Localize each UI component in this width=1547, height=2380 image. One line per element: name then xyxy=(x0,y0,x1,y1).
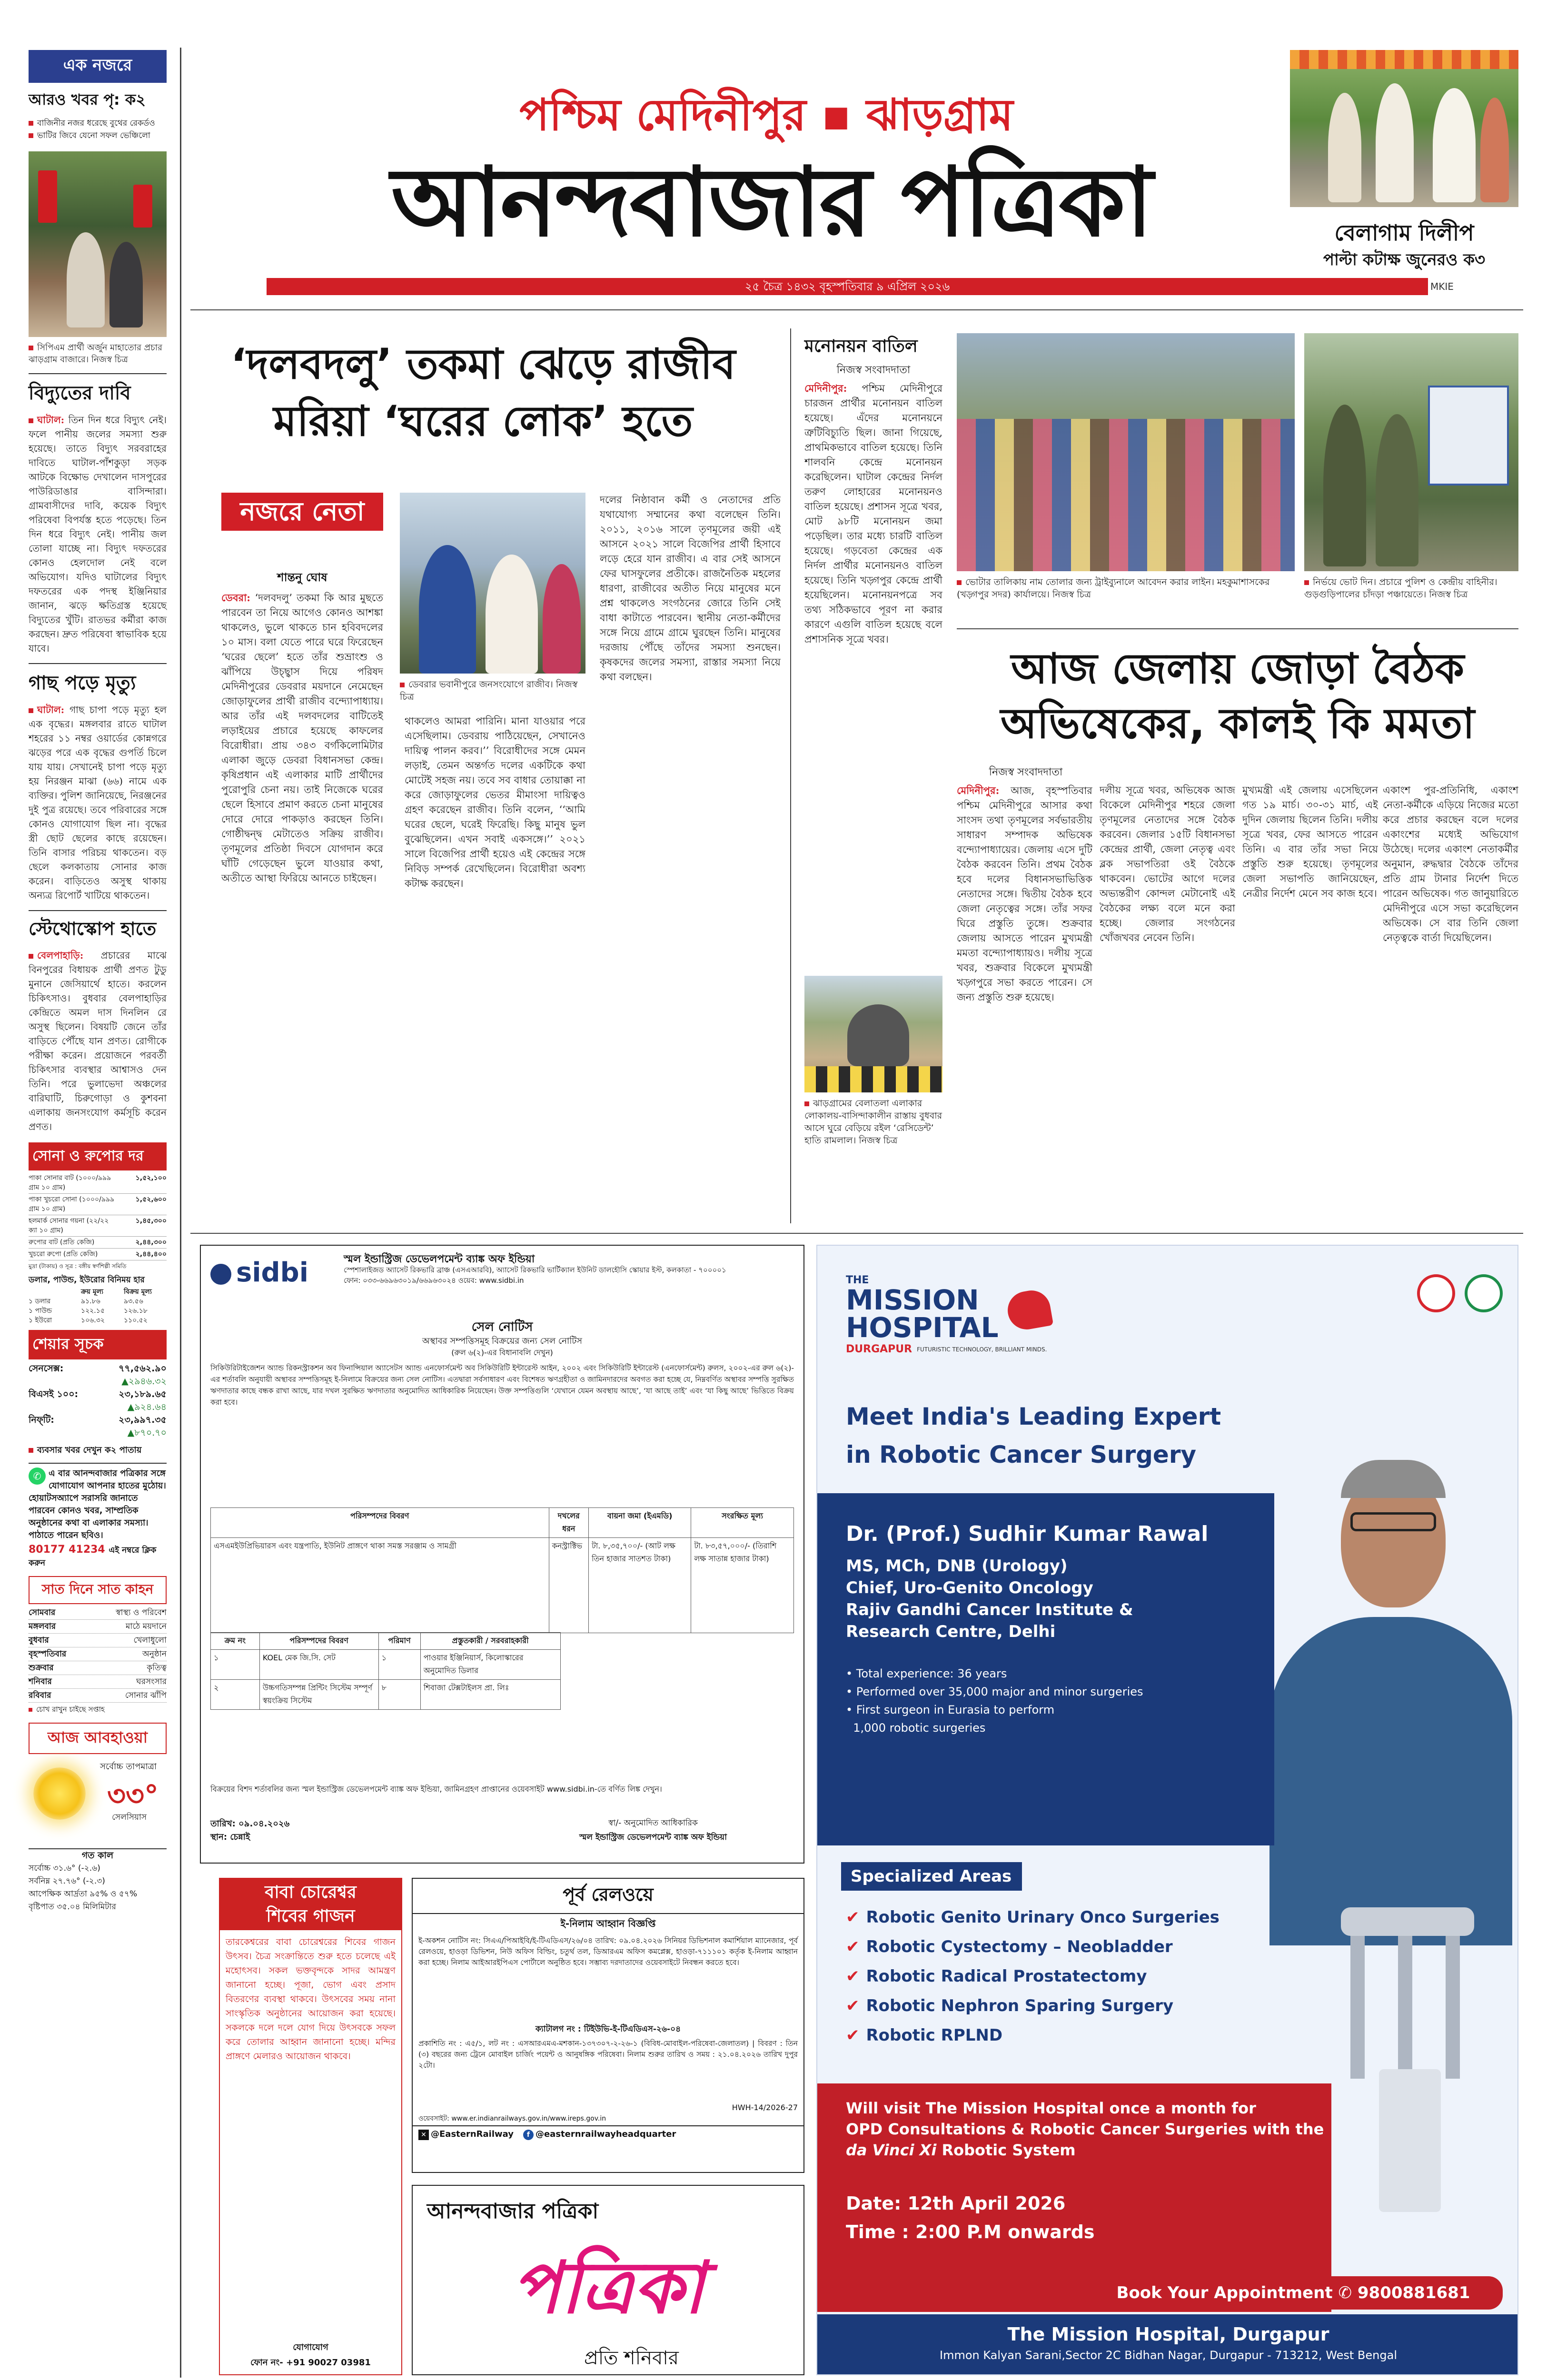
stock-label: নিফ্‌টি: xyxy=(29,1415,54,1425)
patrika-brand: আনন্দবাজার পত্রিকা xyxy=(427,2199,599,2223)
week-row xyxy=(29,1634,167,1647)
gold-rate-table xyxy=(29,1172,167,1271)
second-col-3: মুখ্যমন্ত্রী এই জেলায় এসেছিলেন গত ১৯ মার্চ। ৩০-৩১ মার্চ, এই দুদিন জেলায় ছিলেন তিনি। দলীয় সূত্রে খবর, ফের আসতে পারেন তিনি। এ বার তাঁর সভা নিয়ে প্রস্তুতি শুরু হয়েছে। তৃণমূলের জেলা সভাপতি জানিয়েছেন, নেত্রীর নির্দেশ মেনে সব কাজ হবে। xyxy=(1242,784,1378,899)
gold-row xyxy=(29,1215,167,1237)
second-col-1: মেদিনীপুর: আজ, বৃহস্পতিবার পশ্চিম মেদিনীপুরে আসার কথা সাংসদ তথা তৃণমূলের সর্বভারতীয় সাধারণ সম্পাদক অভিষেক বন্দ্যোপাধ্যায়ের। জেলায় এসে দুটি বৈঠক করবেন তিনি। প্রথম বৈঠক হবে দলের বিধানসভাভিত্তিক নেতাদের সঙ্গে। দ্বিতীয় বৈঠক হবে জেলা নেতৃত্বের সঙ্গে। তাঁর সফর ঘিরে প্রস্তুতি তুঙ্গে। শুক্রবার জেলায় আসতে পারেন মুখ্যমন্ত্রী মমতা বন্দ্যোপাধ্যায়ও। দলীয় সূত্রে খবর, শুক্রবার বিকেলে মুখ্যমন্ত্রী খড়্গপুরে সভা করতে পারেন। সে জন্য প্রস্তুতি শুরু হয়েছে। xyxy=(957,784,1092,1003)
edition-label: পশ্চিম মেদিনীপুর ▪ ঝাড়গ্রাম xyxy=(519,89,1013,140)
person-shape xyxy=(486,555,538,674)
sidbi-place: স্থান: চেন্নাই xyxy=(210,1832,250,1842)
electricity-body: ঘাটাল: তিন দিন ধরে বিদ্যুৎ নেই। ফলে পানীয় জলের সমস্যা শুরু হয়েছে। তাতে বিদ্যুৎ সরবরাহের দাবিতে ঘাটাল-পাঁশকুড়া সড়ক আটকে বিক্ষোভ দেখালেন দাসপুরের পাউরিডাঙার বাসিন্দারা। গ্রামবাসীদের দাবি, কয়েক বিদ্যুৎ পরিষেবা বিপর্যস্ত হতে পড়েছে। তিন দিন ধরে বিদ্যুৎ নেই। পানীয় জল তোলা যাচ্ছে না। বিদ্যুৎ দফতরের কোনও হেলদোল নেই বলে অভিযোগ। যদিও ঘাটালের বিদ্যুৎ দফতরের এক পদস্থ ইঞ্জিনিয়ার জানান, ঝড়ে ক্ষতিগ্রস্ত হয়েছে বিদ্যুতের খুঁটি। রাতভর কর্মীরা কাজ করছেন। দ্রুত পরিষেবা স্বাভাবিক হয়ে যাবে। xyxy=(29,414,167,654)
logo-location: DURGAPUR xyxy=(846,1343,912,1355)
stock-table xyxy=(29,1362,167,1439)
sidbi-notice-body: সিকিউরিটাইজেশন অ্যান্ড রিকনস্ট্রাকশন অব ফিনান্সিয়াল অ্যাসেটস অ্যান্ড এনফোর্সমেন্ট অব সিকিউরিটি ইন্টারেস্ট আইন, ২০০২ এবং সিকিউরিটি ইন্টারেস্ট (এনফোর্সমেন্ট) রুলস, ২০০২-এর রুল ৬(২)-এর শর্তাবলি অনুযায়ী অস্থাবর সম্পত্তিসমূহ ই-নিলামে বিক্রয়ের জন্য সেল নোটিস। এতদ্বারা সর্বসাধারণ এবং বিশেষত ঋণগ্রহীতা ও জামিনদারদের অবগত করা হচ্ছে যে, নিম্নবর্ণিত অস্থাবর সম্পত্তি সুরক্ষিত ঋণদাতার কাছে বন্ধক রাখা আছে, যার দখল সুরক্ষিত ঋণদাতার অনুমোদিত আধিকারিক নিয়েছেন। উক্ত সম্পত্তিগুলি ‘যেখানে যেমন অবস্থায় আছে’, ‘যা আছে তাই’ এবং ‘যা কিছু আছে’ ভিত্তিতে বিক্রয় করা হবে। xyxy=(210,1364,794,1407)
railway-catalog: ক্যাটালগ নং : টিইউভি-ই-টিএডিএস-২৬-০৪ xyxy=(535,2024,681,2034)
weather-past-row: সর্বনিম্ন ২৭.৭৬° (-২.৩) xyxy=(29,1876,105,1886)
person-shape xyxy=(109,242,143,327)
doctor-qual: Rajiv Gandhi Cancer Institute & xyxy=(846,1600,1133,1619)
forex-row xyxy=(29,1297,167,1306)
doctor-qual: Research Centre, Delhi xyxy=(846,1622,1056,1641)
lead-byline: শান্তনু ঘোষ xyxy=(277,571,327,584)
railway-web[interactable]: ওয়েবসাইট: www.er.indianrailways.gov.in/www.ireps.gov.in xyxy=(418,2115,606,2122)
visit-date: Date: 12th April 2026 xyxy=(846,2193,1066,2214)
weather-past xyxy=(29,1848,167,1914)
robot-arm xyxy=(1350,1936,1365,2079)
forex-buy: ১২২.১৫ xyxy=(81,1307,105,1315)
weather-heading: আজ আবহাওয়া xyxy=(29,1723,167,1754)
patrika-every: প্রতি শনিবার xyxy=(584,2347,679,2369)
item-col: পরিসম্পদের বিবরণ xyxy=(259,1633,378,1650)
mission-hospital-ad xyxy=(816,1245,1518,2375)
sidbi-item-row xyxy=(211,1680,561,1710)
sidbi-org-address: স্পেশালাইজড অ্যাসেট রিকভারি ব্রাঞ্চ (এসএআরবি), অ্যাসেট রিকভারি ভার্টিক্যাল ইউনিট ডালহৌসি স্কোয়ার ইস্ট, কলকাতা - ৭০০০০১ xyxy=(344,1266,726,1274)
doctor-qual: MS, MCh, DNB (Urology) xyxy=(846,1557,1068,1576)
person-shape xyxy=(1376,83,1414,202)
stock-value: ৭৭,৫৬২.৯০ xyxy=(119,1363,167,1374)
railway-lot: প্রকাশিতি নং : এ৫/১, লট নং : এসআরএমএ-মশকান-১৩৭৩০৭-২-২৬-১ (বিবিধ-মোবাইল-পরিষেবা-জেলাতল) | বিবরণ : তিন (৩) বছরের জন্য ট্রেনে মোবাইল চার্জিং পয়েন্ট ও আনুষঙ্গিক পরিষেবা। নিলাম শুরুর তারিখ ও সময় : ২১.০৪.২০২৬ তারিখ দুপুর ২টো। xyxy=(418,2039,798,2070)
stock-row xyxy=(29,1388,167,1401)
sidbi-footer-note: বিক্রয়ের বিশদ শর্তাবলির জন্য স্মল ইন্ডাস্ট্রিজ ডেভেলপমেন্ট ব্যাঙ্ক অফ ইন্ডিয়া, জামিনগ্রহণ প্রাপ্তানের ওয়েবসাইট www.sidbi.in-তে বর্ণিত লিঙ্ক দেখুন। xyxy=(210,1785,662,1794)
newspaper-title: আনন্দবাজার পত্রিকা xyxy=(391,146,1151,258)
week-note: চোখ রাখুন চাইছে সপ্তাহ xyxy=(29,1703,167,1716)
banner-shape xyxy=(1428,386,1509,486)
business-ref[interactable]: ব্যবসার খবর দেখুন ক২ পাতায় xyxy=(29,1443,167,1458)
logo-tagline: FUTURISTIC TECHNOLOGY, BRILLIANT MINDS. xyxy=(917,1346,1047,1353)
stock-change: ▲৯২৪.৬৪ xyxy=(127,1402,167,1412)
doctor-bullet: • Performed over 35,000 major and minor surgeries xyxy=(846,1685,1143,1698)
railway-social xyxy=(413,2125,803,2143)
visit-time: Time : 2:00 P.M onwards xyxy=(846,2221,1095,2242)
week-row xyxy=(29,1647,167,1661)
item-cell: ১ xyxy=(211,1650,260,1680)
rajib-photo-caption: ডেবরার ভবানীপুরে জনসংযোগে রাজীব। নিজস্ব চিত্র xyxy=(400,679,578,702)
person-shape xyxy=(1376,414,1418,566)
person-shape xyxy=(419,545,476,674)
visit-line: OPD Consultations & Robotic Cancer Surgeries with the xyxy=(846,2120,1324,2138)
item-cell: উচ্চগতিসম্পন্ন প্রিন্টিং সিস্টেম সম্পূর্ণ স্বয়ংক্রিয় সিস্টেম xyxy=(259,1680,378,1710)
asset-col: বায়না জমা (ইএমডি) xyxy=(589,1508,691,1538)
sidbi-ad xyxy=(200,1245,804,1864)
week-day: বুধবার xyxy=(29,1636,49,1645)
week-day: বৃহস্পতিবার xyxy=(29,1649,67,1659)
elephant-caption: ঝাড়গ্রামের বেলাতলা এলাকার লোকালয়-বাসিন্দাকালীন রাস্তায় বুধবার আসে ঘুরে বেড়িয়ে রইল ‘রেসিডেন্ট’ হাতি রামলাল। নিজস্ব চিত্র xyxy=(804,1098,942,1146)
item-cell: ৮ xyxy=(378,1680,420,1710)
robot-arm xyxy=(1446,1936,1460,2079)
footer-address: Immon Kalyan Sarani,Sector 2C Bidhan Nagar, Durgapur - 713212, West Bengal xyxy=(940,2349,1397,2362)
sidbi-notice-sub2: (রুল ৬(২)-এর বিধানাবলি দেখুন) xyxy=(451,1348,553,1357)
week-row xyxy=(29,1620,167,1634)
cpim-rally-photo xyxy=(29,151,167,337)
masthead-divider xyxy=(190,309,1523,310)
doctor-info-panel xyxy=(817,1493,1274,1845)
lead-col-2: থাকলেও আমরা পারিনি। মানা যাওয়ার পরে এসেছিলাম। ডেবরায় পাঠিয়েছেন, সেখানেও দায়িত্ব পালন করব।’’ বিরোধীদের সঙ্গে মেমন লড়াই, তেমন অন্তর্গত দলের একটিকে কথা মোটেই সহজ নয়। তবে সব বাধার তোয়াক্কা না করে জোড়াফুলের ভেতর মীমাংসা দায়িত্বও গ্রহণ করেছেন রাজীব। তিনি বলেন, ‘‘আমি ঘরের ছেলে, ঘরেই ফিরেছি। কিছু মানুষ ভুল বুঝেছিলেন। এখন সবাই একসঙ্গে।’’ ২০২১ সালে বিজেপির প্রার্থী হয়েও এই কেন্দ্রের সঙ্গে নিবিড় সম্পর্ক রেখেছিলেন। বিরোধীরা অবশ্য কটাক্ষ করছেন। xyxy=(405,715,585,889)
sidbi-item-table xyxy=(210,1632,561,1710)
doctor-bullets xyxy=(846,1665,1143,1737)
second-headline-2: অভিষেকের, কালই কি মমতা xyxy=(1001,699,1475,748)
caption-icon xyxy=(804,1101,809,1106)
check-icon: ✔ xyxy=(846,2026,860,2045)
nomination-kicker: মনোনয়ন বাতিল xyxy=(804,337,918,356)
gold-label: পাকা সোনার বাট (১০০০/৯৯৯ গ্রাম ১০ গ্রাম) xyxy=(29,1174,111,1191)
ek-nojore-bullets xyxy=(29,117,167,142)
robot-image xyxy=(1322,1879,1493,2212)
left-col-divider xyxy=(180,48,181,2378)
week-row xyxy=(29,1661,167,1675)
week-topic: অনুষ্ঠান xyxy=(142,1649,167,1659)
week-heading: সাত দিনে সাত কাহন xyxy=(29,1576,167,1604)
area-item: ✔ Robotic Radical Prostatectomy xyxy=(846,1967,1147,1986)
bullet-text: ভাটির জিবে যেনো সফল ভেঞ্চিলো xyxy=(37,131,150,140)
caption-icon xyxy=(957,580,962,585)
patrika-title: পত্রিকা xyxy=(512,2246,704,2330)
sidbi-org-contact[interactable]: ফোন: ০৩৩-৬৬৯৬৩০১৯/৬৬৯৬৩০২৪ ওয়েব: www.sidbi.in xyxy=(344,1276,524,1285)
bullet-icon xyxy=(29,133,33,138)
item-col: ক্রম নং xyxy=(211,1633,260,1650)
baba-head xyxy=(220,1879,401,1930)
asset-cell: এসএমইউপ্রিভিয়ারস এবং যন্ত্রপাতি, ইউনিট প্রাঙ্গণে থাকা সমস্ত সরঞ্জাম ও সামগ্রী xyxy=(211,1538,549,1633)
sidbi-logo: sidbi xyxy=(210,1257,308,1288)
lead-icon xyxy=(29,418,33,423)
area-item: ✔ Robotic Genito Urinary Onco Surgeries xyxy=(846,1908,1220,1927)
lead-headline-1: ‘দলবদলু’ তকমা ঝেড়ে রাজীব xyxy=(230,339,736,388)
sidbi-item-row xyxy=(211,1650,561,1680)
nomination-body: মেদিনীপুর: পশ্চিম মেদিনীপুরে চারজন প্রার্থীর মনোনয়ন বাতিল হয়েছে। এঁদের মনোনয়নে ত্রুটিবিচ্যুতি ছিল। জানা গিয়েছে, প্রাথমিকভাবে বাতিল হয়েছে। তিনি শালবনি কেন্দ্রে মনোনয়ন করেছিলেন। ঘাটাল কেন্দ্রের নির্দল তরুণ লোহারের মনোনয়নও বাতিল হয়েছে। প্রশাসন সূত্রে খবর, মোট ৯৮টি মনোনয়ন জমা পড়েছিল। তার মধ্যে চারটি বাতিল হয়েছে। গড়বেতা কেন্দ্রের এক নির্দল প্রার্থীর মনোনয়নও বাতিল হয়েছে। তিনি খড়্গপুর কেন্দ্রে প্রার্থী হয়েছিলেন। মনোনয়নপত্রে সব তথ্য সঠিকভাবে পূরণ না করার কারণে এগুলি বাতিল হয়েছে বলে প্রশাসনিক সূত্রে খবর। xyxy=(804,382,942,645)
logo-the: THE xyxy=(846,1274,869,1286)
doctor-qual: Chief, Uro-Genito Oncology xyxy=(846,1578,1093,1597)
gold-value: ১,৪৫,৩০০ xyxy=(135,1217,167,1225)
lead-icon xyxy=(29,708,33,713)
cpim-photo-caption: সিপিএম প্রার্থী অর্জুন মাহাতোর প্রচার ঝাড়গ্রাম বাজারে। নিজস্ব চিত্র xyxy=(29,343,162,365)
gold-label: খুচরো রুপো (প্রতি কেজি) xyxy=(29,1250,98,1258)
robot-arm xyxy=(1398,1936,1412,2079)
person-shape xyxy=(1323,405,1366,566)
road-shape xyxy=(804,1066,942,1092)
baba-head-1: বাবা চোরেশ্বর xyxy=(265,1883,357,1902)
dilip-headline: বেলাগাম দিলীপ xyxy=(1334,220,1474,246)
forex-col-sell: বিক্রয় মূল্য xyxy=(124,1288,152,1296)
asset-cell: কনস্ট্রাক্টিভ xyxy=(549,1538,589,1633)
forex-heading: ডলার, পাউন্ড, ইউরোর বিনিময় হার xyxy=(29,1275,145,1285)
stock-row xyxy=(29,1362,167,1375)
bullet-text: বাজিনীর নজর ধরেছে বুথের রেকর্ডও xyxy=(37,119,155,128)
weather-panel xyxy=(29,1758,167,1848)
doctor-hair xyxy=(1341,1460,1446,1498)
person-shape xyxy=(1328,93,1361,202)
sidbi-asset-header xyxy=(211,1508,794,1538)
railway-sub: ই-নিলাম আহ্বান বিজ্ঞপ্তি xyxy=(560,1918,656,1929)
visit-line: Will visit The Mission Hospital once a month for xyxy=(846,2099,1256,2117)
sidbi-org xyxy=(344,1254,791,1286)
facebook-social-link[interactable]: f @easternrailwayheadquarter xyxy=(523,2129,676,2140)
asset-col: পরিসম্পদের বিবরণ xyxy=(211,1508,549,1538)
doctor-bullet: 1,000 robotic surgeries xyxy=(853,1721,986,1735)
baba-phone[interactable]: ফোন নং- +91 90027 03981 xyxy=(250,2358,371,2368)
asset-cell: টা. ৮৩,৫৭,০০০/- (তিরাশি লক্ষ সাতান্ন হাজার টাকা) xyxy=(691,1538,794,1633)
asset-cell: টা. ৮,৩৫,৭০০/- (আট লক্ষ তিন হাজার সাতশত টাকা) xyxy=(589,1538,691,1633)
stock-row xyxy=(29,1414,167,1427)
logo-mission: MISSION xyxy=(846,1284,979,1316)
story-ad-divider xyxy=(190,1233,1523,1234)
gold-label: রুপোর বাট (প্রতি কেজি) xyxy=(29,1239,95,1246)
baba-body: তারকেশ্বরের বাবা চোরেশ্বরের শিবের গাজন উৎসব। চৈত্র সংক্রান্তিতে শুরু হতে চলেছে এই মহোৎসব। সকল ভক্তবৃন্দকে সাদর আমন্ত্রণ জানানো হচ্ছে। পূজা, ভোগ এবং প্রসাদ বিতরণের ব্যবস্থা থাকবে। উৎসবের সময় নানা সাংস্কৃতিক অনুষ্ঠানের আয়োজন করা হয়েছে। সকলকে দলে দলে যোগ দিয়ে উৎসবকে সফল করে তোলার আহ্বান জানানো হচ্ছে। মন্দির প্রাঙ্গণে মেলারও আয়োজন থাকবে। xyxy=(226,1937,396,2062)
whatsapp-box xyxy=(29,1463,167,1569)
second-headline-1: আজ জেলায় জোড়া বৈঠক xyxy=(1011,644,1465,693)
robot-base xyxy=(1379,2069,1441,2212)
item-col: প্রস্তুতকারী / সরবরাহকারী xyxy=(420,1633,560,1650)
railway-ad xyxy=(412,1878,804,2173)
second-byline: নিজস্ব সংবাদদাতা xyxy=(989,766,1063,778)
item-cell: ২ xyxy=(211,1680,260,1710)
aro-khobor-link[interactable]: আরও খবর পৃ: ক২ xyxy=(29,90,146,109)
gold-label: হলমার্ক সোনার গয়না (২২/২২ ক্যা ১০ গ্রাম) xyxy=(29,1217,109,1234)
doctor-qualifications xyxy=(846,1555,1133,1643)
dilip-photo xyxy=(1290,50,1518,207)
forex-buy: ১০৬.৩২ xyxy=(81,1317,105,1324)
second-col-4: একাংশ পুর-প্রতিনিধি, একাংশ নেতা-কর্মীকে এড়িয়ে নিজের মতো করে প্রচার করছেন বলে দলের একাংশের মধ্যেই অভিযোগ উঠেছে। দলের একাংশ নেতাকর্মীর অনুমান, রুদ্ধদ্বার বৈঠকে তাঁদের প্রতি গ্রাম টানার নির্দেশ দিতে পারেন অভিষেক। গত জানুয়ারিতে মেদিনীপুরে এসে সভা করেছিলেন অভিষেক। সে বার তিনি জেলা নেতৃত্বকে বার্তা দিয়েছিলেন। xyxy=(1383,784,1518,943)
dateline-bar: ২৫ চৈত্র ১৪৩২ বৃহস্পতিবার ৯ এপ্রিল ২০২৬ xyxy=(267,278,1428,295)
lead-icon xyxy=(29,954,33,959)
crowd-shape xyxy=(957,419,1295,571)
weather-unit: সেলসিয়াস xyxy=(112,1813,147,1822)
week-day: সোমবার xyxy=(29,1608,56,1617)
sidbi-asset-row xyxy=(211,1538,794,1633)
gold-row xyxy=(29,1237,167,1249)
week-topic: সোনার ঝাঁপি xyxy=(125,1691,167,1700)
forex-col-buy: ক্রয় মূল্য xyxy=(81,1288,104,1296)
forex-sell: ৯৩.৫৬ xyxy=(124,1298,143,1305)
person-shape xyxy=(543,564,581,674)
asset-col: দখলের ধরন xyxy=(549,1508,589,1538)
week-table xyxy=(29,1606,167,1716)
stock-label: সেনসেক্স: xyxy=(29,1363,64,1374)
person-shape xyxy=(67,232,105,327)
item-cell: পাওয়ার ইঞ্জিনিয়ার্স, কিলোস্কারের অনুমোদিত ডিলার xyxy=(420,1650,560,1680)
note-icon xyxy=(29,1708,32,1712)
sidbi-date: তারিখ: ০৯.০৪.২০২৬ xyxy=(210,1819,290,1829)
gold-value: ১,৫২,৬০০ xyxy=(135,1196,167,1203)
check-icon: ✔ xyxy=(846,1908,860,1927)
gold-rate-heading: সোনা ও রুপোর দর xyxy=(29,1142,167,1170)
doctor-name: Dr. (Prof.) Sudhir Kumar Rawal xyxy=(846,1522,1209,1546)
sidbi-sign-role: স্বা/- অনুমোদিত আধিকারিক xyxy=(608,1818,698,1828)
baba-ad xyxy=(219,1878,402,2375)
lead-headline-2: মরিয়া ‘ঘরের লোক’ হতে xyxy=(273,397,693,446)
baba-contact: যোগাযোগ xyxy=(293,2342,328,2352)
week-row xyxy=(29,1606,167,1620)
week-day: মঙ্গলবার xyxy=(29,1622,56,1631)
week-topic: খেলাধুলো xyxy=(133,1636,167,1645)
nomination-divider xyxy=(957,628,1518,629)
stock-change: ▲২৯৪৬.৩২ xyxy=(121,1376,167,1387)
second-col-2: দলীয় সূত্রে খবর, অভিষেক আজ বিকেলে মেদিনীপুর শহরে জেলা তৃণমূলের নেতাদের সঙ্গে বৈঠক করবেন। জেলার ১৫টি বিধানসভা কেন্দ্রের প্রার্থী, জেলা নেতৃত্ব এবং ব্লক সভাপতিরা ওই বৈঠকে থাকবেন। ভোটের আগে দলের অভ্যন্তরীণ কোন্দল মেটানোই এই বৈঠকের লক্ষ্য বলে মনে করা হচ্ছে। জেলার সংগঠনের খোঁজখবর নেবেন তিনি। xyxy=(1100,784,1235,943)
forex-sell: ১১০.৫২ xyxy=(124,1317,148,1324)
lead-col-1: ডেবরা: ‘দলবদলু’ তকমা কি আর মুছতে পারবেন তা নিয়ে আগেও কোনও আশঙ্কা থাকলেও, ভুলে থাকতে চান হবিবদলের ১০ মাস। বলা যেতে পারে ঘরে ফিরেছেন ‘ঘরের ছেলে’ হতে তাঁর শুভ্রাংশু ও ঝাঁপিয়ে উচ্ছ্বাস দিয়ে পরিষদ মেদিনীপুরের ডেবরার ময়দানে নেমেছেন জোড়াফুলের প্রার্থী রাজীব বন্দ্যোপাধ্যায়। আর তাঁর এই দলবদলের বাটিতেই লড়াইয়ের প্রচারে হয়েছে কাফলের বিরোধীরা। প্রায় ৩৪৩ বর্গকিলোমিটার এলাকা জুড়ে ডেবরা বিধানসভা কেন্দ্র। কৃষিপ্রধান এই এলাকার মাটি প্রার্থীদের পুরোপুরি চেনা নয়। তাই নিজেকে ঘরের ছেলে হিসাবে প্রমাণ করতে চেনা মানুষের দোরে দোরে পাকড়াও করছেন তিনি। গোষ্ঠীদ্বন্দ্ব মেটাতেও সক্রিয় রাজীব। তৃণমূলের প্রতিষ্ঠা দিবসে যোগদান করে ঘাঁটি গেড়েছেন ভুলে যাওয়ার কথা, অতীতে আস্থা ফিরিয়ে আনতে চাইছেন। xyxy=(221,592,383,884)
gold-label: পাকা খুচরো সোনা (১০০০/৯৯৯ গ্রাম ১০ গ্রাম) xyxy=(29,1196,115,1213)
gold-value: ১,৫২,১০০ xyxy=(135,1174,167,1182)
item-col: পরিমাণ xyxy=(378,1633,420,1650)
voter-queue-caption: ভোটার তালিকায় নাম তোলার জন্য ট্রাইব্যুনালে আবেদন করার লাইন। মহকুমাশাসকের (খড়্গপুর সদর) কার্যালয়ে। নিজস্ব চিত্র xyxy=(957,577,1270,600)
weather-past-row: আপেক্ষিক আর্দ্রতা ৯৫% ও ৫৭% xyxy=(29,1889,138,1899)
mission-headline-2: in Robotic Cancer Surgery xyxy=(846,1441,1197,1468)
check-icon: ✔ xyxy=(846,1937,860,1956)
check-icon: ✔ xyxy=(846,1996,860,2015)
week-topic: কৃতিত্ব xyxy=(147,1663,167,1673)
lead-divider xyxy=(790,328,791,1223)
week-topic: মাঠে ময়দানে xyxy=(126,1622,167,1631)
patrika-promo xyxy=(412,2185,804,2375)
railway-body: ই-অকশন নোটিস নং: সিএএ/পিআইবি/ই-টিএডিএস/২৬/০৪ তারিখ: ০৯.০৪.২০২৬ সিনিয়র ডিভিশনাল কমার্শিয়াল ম্যানেজার, পূর্ব রেলওয়ে, হাওড়া ডিভিশন, নিউ অফিস বিল্ডিং, চতুর্থ তল, ডিআরএম অফিস কমপ্লেক্স, হাওড়া-৭১১১০১ কর্তৃক ই-নিলাম আহ্বান করা হচ্ছে। নিলাম আইআরইপিএস পোর্টালে অনুষ্ঠিত হবে। সম্ভাব্য দরদাতাদের ওয়েবসাইটে নিবন্ধন করতে হবে। xyxy=(418,1936,798,1967)
forex-currency: ১ ডলার xyxy=(29,1298,51,1305)
caption-icon xyxy=(29,346,33,350)
left-column xyxy=(29,50,167,2378)
gold-value: ২,৪৪,৪০০ xyxy=(135,1250,167,1258)
tree-body: ঘাটাল: গাছ চাপা পড়ে মৃত্যু হল এক বৃদ্ধের। মঙ্গলবার রাতে ঘাটাল শহরের ১১ নম্বর ওয়ার্ডের কোন্নগরে ঝড়ের পরে এক বৃদ্ধের গুপর্তি চিলে যায় যায়। সেখানেই চাপা পড়ে মৃত্যু হয় নিরঞ্জন মাঝা (৬৬) নামে এক ব্যক্তির। পুলিশ জানিয়েছে, নিরঞ্জনের দুই পুত্র রয়েছে। তবে পরিবারের সঙ্গে কোনও যোগাযোগ ছিল না। বৃদ্ধের স্ত্রী ছোট ছেলের কাছে রয়েছেন। তিনি বাসার পরিচয় থাকতেন। বড় ছেলে কলকাতায় সোনার কাজ করেন। বাড়িতেও অসুস্থ থাকায় অন্যত্র রিপোর্ট খাটিয়ে থাকতেন। xyxy=(29,704,167,901)
stock-label: বিএসই ১০০: xyxy=(29,1389,79,1399)
stock-row xyxy=(29,1427,167,1439)
gold-row xyxy=(29,1249,167,1260)
gold-row xyxy=(29,1172,167,1194)
doctor-bullet: • First surgeon in Eurasia to perform xyxy=(846,1703,1055,1716)
whatsapp-number[interactable]: 80177 41234 এই নম্বরে ক্লিক করুন xyxy=(29,1544,157,1568)
tree-heading: গাছ পড়ে মৃত্যু xyxy=(29,672,136,694)
week-topic: ঘরসংসার xyxy=(136,1677,167,1686)
elephant-shape xyxy=(847,1004,909,1066)
accreditation-icon xyxy=(1417,1274,1455,1312)
visit-line: Robotic System xyxy=(942,2141,1076,2159)
stock-heading: শেয়ার সূচক xyxy=(29,1330,167,1359)
sidbi-sign-org: স্মল ইন্ডাস্ট্রিজ ডেভেলপমেন্ট ব্যাঙ্ক অফ ইন্ডিয়া xyxy=(579,1833,727,1842)
week-topic: স্বাস্থ্য ও পরিবেশ xyxy=(116,1608,167,1617)
item-cell: শিবাজা টেক্সটাইলস প্রা. লিঃ xyxy=(420,1680,560,1710)
doctor-bullet: • Total experience: 36 years xyxy=(846,1667,1007,1680)
stock-change: ▲৮৭০.৭০ xyxy=(127,1428,167,1438)
flag-shape xyxy=(38,170,57,223)
forex-table xyxy=(29,1287,167,1325)
book-appointment-button[interactable]: Book Your Appointment ✆ 9800881681 xyxy=(1084,2276,1503,2310)
gold-row xyxy=(29,1194,167,1215)
stock-row xyxy=(29,1401,167,1414)
stethoscope-body: বেলপাহাড়ি: প্রচারের মাঝে বিনপুরের বিধায়ক প্রার্থী প্রণত টুডু মুনানে জেসিয়ার্থে হাতে। করলেন চিকিৎসাও। বুধবার বেলপাহাড়ির কেন্দ্রিতে অমল দাস দিনলিন রে অসুস্থ ছিলেন। বিষয়টি জেনে তাঁর বাড়িতে পৌঁছে যান প্রণত। রোগীকে পরীক্ষা করেন। প্রয়োজনে পরবর্তী চিকিৎসার ব্যবস্থার আশ্বাসও দেন তিনি। পরে ভুলাভেদা অঞ্চলের বারিঘাটি, চিরুগোড়া ও কুশবনা এলাকায় জনসংযোগ কর্মসূচি করেন প্রণত। xyxy=(29,950,167,1132)
check-icon: ✔ xyxy=(846,1967,860,1986)
railway-head: পূর্ব রেলওয়ে xyxy=(413,1879,803,1914)
sidbi-item-header xyxy=(211,1633,561,1650)
flower-garland xyxy=(1290,50,1518,69)
railway-ref: HWH-14/2026-27 xyxy=(732,2103,798,2112)
weather-past-row: সর্বোচ্চ ৩১.৬° (-২.৬) xyxy=(29,1864,100,1873)
bullet-item[interactable] xyxy=(29,117,167,129)
weather-max-value: ৩৩° xyxy=(107,1779,159,1813)
dilip-subline: পাল্টা কটাক্ষ জুনেরও ক৩ xyxy=(1323,250,1486,269)
weather-past-heading: গত কাল xyxy=(81,1850,114,1861)
person-shape xyxy=(1480,98,1509,202)
week-row xyxy=(29,1689,167,1703)
forex-currency: ১ ইউরো xyxy=(29,1317,52,1324)
gold-value: ২,৪৪,৩০০ xyxy=(135,1239,167,1246)
accreditation-icon xyxy=(1465,1274,1503,1312)
footer-name: The Mission Hospital, Durgapur xyxy=(1007,2324,1329,2345)
asset-col: সংরক্ষিত মূল্য xyxy=(691,1508,794,1538)
area-item: ✔ Robotic Nephron Sparing Surgery xyxy=(846,1996,1174,2015)
forex-buy: ৯১.৮৬ xyxy=(81,1298,100,1305)
areas-list xyxy=(846,1903,1220,2050)
week-row xyxy=(29,1675,167,1689)
forex-sell: ১২৬.১৮ xyxy=(124,1307,148,1315)
rajib-photo xyxy=(400,493,585,674)
x-icon: ✕ xyxy=(418,2130,429,2140)
mission-headline-1: Meet India's Leading Expert xyxy=(846,1403,1221,1430)
forex-row xyxy=(29,1306,167,1316)
lead-col-3: দলের নিষ্ঠাবান কর্মী ও নেতাদের প্রতি যথাযোগ্য সম্মানের কথা বলেছেন তিনি। ২০১১, ২০১৬ সালে তৃণমূলের জয়ী এই আসনে ২০২১ সালে বিজেপির প্রার্থী হিসাবে লড়ে হেরে যান রাজীব। এ বার সেই আসনে ফের ঘাসফুলের প্রতীকে। রাজনৈতিক মহলের ধারণা, রাজীবের অতীত নিয়ে মানুষের মনে প্রশ্ন থাকলেও সংগঠনের জোরে তিনি সেই বাধা কাটাতে পারবেন। স্থানীয় নেতা-কর্মীদের সঙ্গে নিয়ে গ্রামে গ্রামে ঘুরছেন তিনি। মানুষের দরজায় পৌঁছে তাঁদের সমস্যা শুনছেন। কৃষকদের জলের সমস্যা, রাস্তার সমস্যা নিয়ে কথা বলছেন। xyxy=(600,494,781,683)
visit-highlight: da Vinci Xi xyxy=(846,2141,937,2159)
person-shape xyxy=(1433,88,1476,202)
electricity-heading: বিদ্যুতের দাবি xyxy=(29,382,131,404)
elephant-photo xyxy=(804,976,942,1092)
bullet-item[interactable] xyxy=(29,129,167,142)
whatsapp-icon: ✆ xyxy=(29,1468,46,1485)
nomination-byline: নিজস্ব সংবাদদাতা xyxy=(836,364,911,376)
weather-past-row: বৃষ্টিপাত ৩৫.০৪ মিলিমিটার xyxy=(29,1902,116,1912)
sidbi-notice-sub: অস্থাবর সম্পত্তিসমূহ বিক্রয়ের জন্য সেল নোটিস xyxy=(422,1336,583,1346)
sidbi-logo-mark xyxy=(210,1264,231,1285)
area-item: ✔ Robotic RPLND xyxy=(846,2026,1003,2045)
x-social-link[interactable]: ✕ @EasternRailway xyxy=(418,2129,514,2140)
stock-value: ২৩,৯৯৭.৩৫ xyxy=(119,1415,167,1425)
forex-header-row xyxy=(29,1287,167,1297)
week-day: শনিবার xyxy=(29,1677,52,1686)
sidbi-notice-head: সেল নোটিস xyxy=(471,1320,533,1334)
doctor-glasses xyxy=(1350,1512,1436,1531)
item-cell: ১ xyxy=(378,1650,420,1680)
sidbi-org-name: স্মল ইন্ডাস্ট্রিজ ডেভেলপমেন্ট ব্যাঙ্ক অফ ইন্ডিয়া xyxy=(344,1253,535,1265)
ref-icon xyxy=(29,1448,33,1453)
whatsapp-text: এ বার আনন্দবাজার পত্রিকার সঙ্গে যোগাযোগ আপনার হাতের মুঠোয়। হোয়াটসঅ্যাপে সরাসরি জানাতে পারবেন কোনও খবর, সাম্প্রতিক অনুষ্ঠানের কথা বা এলাকার সমস্যা। পাঠাতে পারেন ছবিও। xyxy=(29,1468,166,1540)
baba-head-2: শিবের গাজন xyxy=(266,1906,355,1926)
area-item: ✔ Robotic Cystectomy – Neobladder xyxy=(846,1937,1173,1956)
weather-max-label: সর্বোচ্চ তাপমাত্রা xyxy=(100,1762,157,1772)
week-day: শুক্রবার xyxy=(29,1663,54,1673)
bullet-icon xyxy=(29,121,33,126)
logo-hospital: HOSPITAL xyxy=(846,1311,999,1344)
voter-queue-photo xyxy=(957,333,1295,571)
stock-row xyxy=(29,1375,167,1388)
facebook-icon: f xyxy=(523,2130,534,2140)
caption-icon xyxy=(400,683,405,687)
caption-icon xyxy=(1304,580,1309,585)
stethoscope-heading: স্টেথোস্কোপ হাতে xyxy=(29,918,157,939)
week-day: রবিবার xyxy=(29,1691,51,1700)
police-caption: নির্ভয়ে ভোট দিন। প্রচারে পুলিশ ও কেন্দ্রীয় বাহিনীর। গুড়গুড়িপালের চাঁদড়া পঞ্চায়েতে। নিজস্ব চিত্র xyxy=(1304,577,1497,600)
forex-row xyxy=(29,1316,167,1325)
forex-currency: ১ পাউন্ড xyxy=(29,1307,52,1315)
kicker-box: নজরে নেতা xyxy=(221,493,383,531)
areas-heading: Specialized Areas xyxy=(841,1862,1022,1891)
edition-code: MKIE xyxy=(1430,281,1454,292)
sidbi-asset-table xyxy=(210,1507,794,1633)
stock-value: ২৩,১৮৯.৬৫ xyxy=(119,1389,167,1399)
gold-note: মুদ্রা (টাকায়) ও সূত্র : বঙ্গীয় স্বর্ণশিল্পী সমিতি xyxy=(29,1263,127,1269)
robot-arm xyxy=(1341,1907,1474,1936)
mission-footer xyxy=(817,2314,1518,2375)
flag-shape xyxy=(133,185,152,228)
ek-nojore-banner: এক নজরে xyxy=(29,50,167,83)
phone-icon: ✆ xyxy=(1338,2283,1352,2302)
sun-icon xyxy=(33,1767,86,1820)
item-cell: KOEL মেক জি.সি. সেট xyxy=(259,1650,378,1680)
doctor-photo xyxy=(1265,1341,1512,1945)
police-photo xyxy=(1304,333,1518,571)
